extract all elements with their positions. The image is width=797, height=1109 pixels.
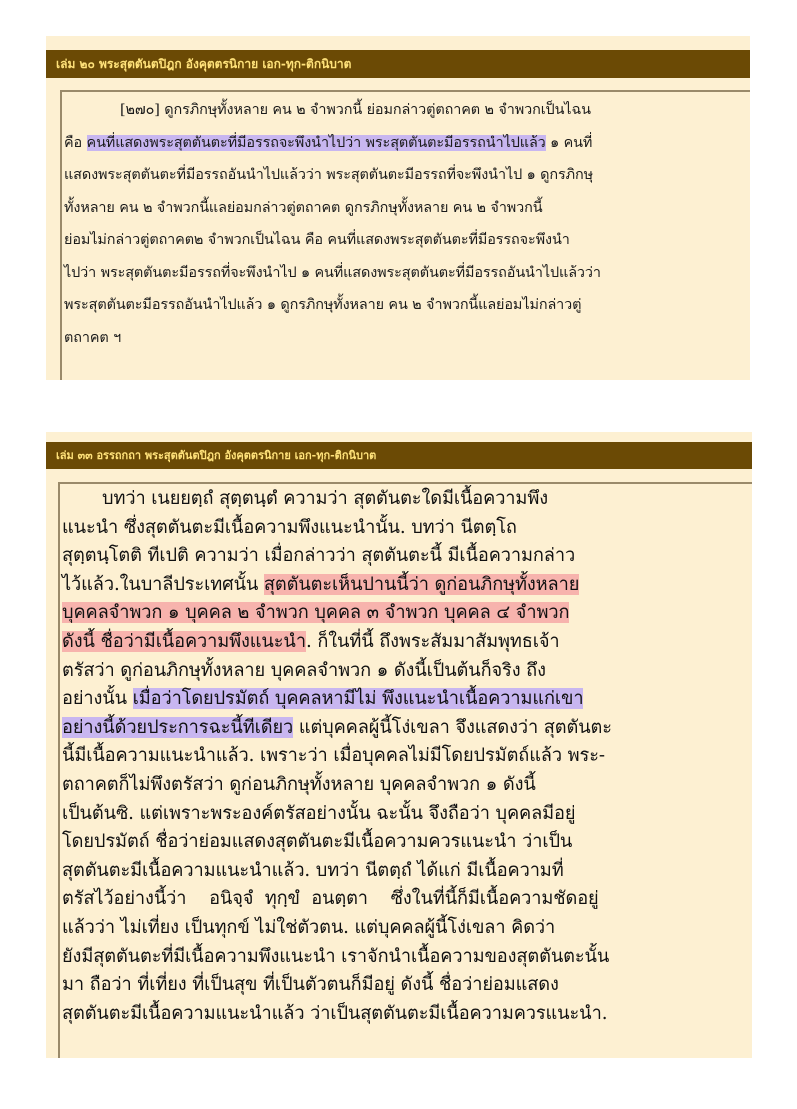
highlight-purple: อย่างนี้ด้วยประการฉะนี้ทีเดียว — [62, 716, 294, 738]
text-line: สุตตันตะมีเนื้อความแนะนำแล้ว ว่าเป็นสุตตันตะมีเนื้อความควรแนะนำ. — [62, 1002, 608, 1024]
text-line: แสดงพระสุตตันตะที่มีอรรถอันนำไปแล้วว่า พระสุตตันตะมีอรรถที่จะพึงนำไป ๑ ดูกรภิกษุ — [64, 167, 593, 183]
text-line: ตถาคต ฯ — [64, 329, 122, 346]
highlight-purple: คนที่แสดงพระสุตตันตะที่มีอรรถจะพึงนำไปว่า พระสุตตันตะมีอรรถนำไปแล้ว — [86, 134, 546, 151]
text-line: ย่อมไม่กล่าวตู่ตถาคต๒ จำพวกเป็นไฉน คือ คนที่แสดงพระสุตตันตะที่มีอรรถจะพึงนำ — [64, 232, 570, 248]
text-line: คือ คนที่แสดงพระสุตตันตะที่มีอรรถจะพึงนำไปว่า พระสุตตันตะมีอรรถนำไปแล้ว ๑ คนที่ — [64, 134, 593, 151]
text-line: โดยปรมัตถ์ ชื่อว่าย่อมแสดงสุตตันตะมีเนื้อความควรแนะนำ ว่าเป็น — [62, 831, 573, 853]
text-line: พระสุตตันตะมีอรรถอันนำไปแล้ว ๑ ดูกรภิกษุทั้งหลาย คน ๒ จำพวกนี้แลย่อมไม่กล่าวตู่ — [64, 297, 582, 313]
text-line: แล้วว่า ไม่เที่ยง เป็นทุกข์ ไม่ใช่ตัวตน. แต่บุคคลผู้นี้โง่เขลา คิดว่า — [62, 916, 556, 938]
panel-tipitaka-text — [46, 36, 750, 380]
text-line: ไว้แล้ว.ในบาลีประเทศนั้น สุตตันตะเห็นปานนี้ว่า ดูก่อนภิกษุทั้งหลาย — [62, 573, 580, 595]
panel-2-header: เล่ม ๓๓ อรรถกถา พระสุตตันตปิฎก อังคุตตรนิกาย เอก-ทุก-ติกนิบาต — [46, 442, 752, 469]
text-line: อย่างนี้ด้วยประการฉะนี้ทีเดียว แต่บุคคลผู้นี้โง่เขลา จึงแสดงว่า สุตตันตะ — [62, 716, 612, 738]
text-line: บทว่า เนยยตฺถํ สุตฺตนฺตํ ความว่า สุตตันตะใดมีเนื้อความพึง — [102, 488, 548, 509]
highlight-pink: บุคคลจำพวก ๑ บุคคล ๒ จำพวก บุคคล ๓ จำพวก บุคคล ๔ จำพวก — [62, 602, 570, 624]
text-line: ไปว่า พระสุตตันตะมีอรรถที่จะพึงนำไป ๑ คนที่แสดงพระสุตตันตะที่มีอรรถอันนำไปแล้วว่า — [64, 264, 601, 281]
text-line — [62, 599, 742, 628]
panel-1-body — [64, 94, 744, 354]
highlight-pink: ดังนี้ ชื่อว่ามีเนื้อความพึงแนะนำ — [62, 630, 306, 652]
text-line: อย่างนั้น เมื่อว่าโดยปรมัตถ์ บุคคลหามีไม่ พึงแนะนำเนื้อความแก่เขา — [62, 688, 584, 710]
panel-commentary-text — [46, 432, 752, 1058]
text-line: ตรัสว่า ดูก่อนภิกษุทั้งหลาย บุคคลจำพวก ๑ ดังนี้เป็นต้นก็จริง ถึง — [62, 659, 546, 681]
text-line: นี้มีเนื้อความแนะนำแล้ว. เพราะว่า เมื่อบุคคลไม่มีโดยปรมัตถ์แล้ว พระ- — [62, 745, 605, 767]
text-line: ตถาคตก็ไม่พึงตรัสว่า ดูก่อนภิกษุทั้งหลาย บุคคลจำพวก ๑ ดังนี้ — [62, 773, 536, 795]
panel-2-body — [62, 485, 742, 1028]
panel-1-header: เล่ม ๒๐ พระสุตตันตปิฎก อังคุตตรนิกาย เอก-ทุก-ติกนิบาต — [46, 50, 750, 78]
text-line: แนะนำ ซึ่งสุตตันตะมีเนื้อความพึงแนะนำนั้น. บทว่า นีตตฺโถ — [62, 516, 517, 538]
text-line: สุตฺตนฺโตติ ทีเปติ ความว่า เมื่อกล่าวว่า สุตตันตะนี้ มีเนื้อความกล่าว — [62, 545, 576, 567]
text-line: ดังนี้ ชื่อว่ามีเนื้อความพึงแนะนำ. ก็ในที่นี้ ถึงพระสัมมาสัมพุทธเจ้า — [62, 630, 560, 652]
text-line: [๒๗๐] ดูกรภิกษุทั้งหลาย คน ๒ จำพวกนี้ ย่อมกล่าวตู่ตถาคต ๒ จำพวกเป็นไฉน — [120, 102, 591, 118]
text-line: สุตตันตะมีเนื้อความแนะนำแล้ว. บทว่า นีตตฺถํ ได้แก่ มีเนื้อความที่ — [62, 859, 564, 881]
text-line: มา ถือว่า ที่เที่ยง ที่เป็นสุข ที่เป็นตัวตนก็มีอยู่ ดังนี้ ชื่อว่าย่อมแสดง — [62, 974, 559, 996]
text-line: ยังมีสุตตันตะที่มีเนื้อความพึงแนะนำ เราจักนำเนื้อความของสุตตันตะนั้น — [62, 945, 610, 967]
text-line: ทั้งหลาย คน ๒ จำพวกนี้แลย่อมกล่าวตู่ตถาคต ดูกรภิกษุทั้งหลาย คน ๒ จำพวกนี้ — [64, 199, 543, 216]
text-line: ตรัสไว้อย่างนี้ว่า อนิจฺจํ ทุกฺขํ อนตฺตา ซึ่งในที่นี้ก็มีเนื้อความชัดอยู่ — [62, 888, 599, 910]
highlight-pink: สุตตันตะเห็นปานนี้ว่า ดูก่อนภิกษุทั้งหลาย — [263, 573, 580, 595]
highlight-purple: เมื่อว่าโดยปรมัตถ์ บุคคลหามีไม่ พึงแนะนำเนื้อความแก่เขา — [132, 688, 584, 710]
text-line: เป็นต้นซิ. แต่เพราะพระองค์ตรัสอย่างนั้น ฉะนั้น จึงถือว่า บุคคลมีอยู่ — [62, 802, 576, 824]
